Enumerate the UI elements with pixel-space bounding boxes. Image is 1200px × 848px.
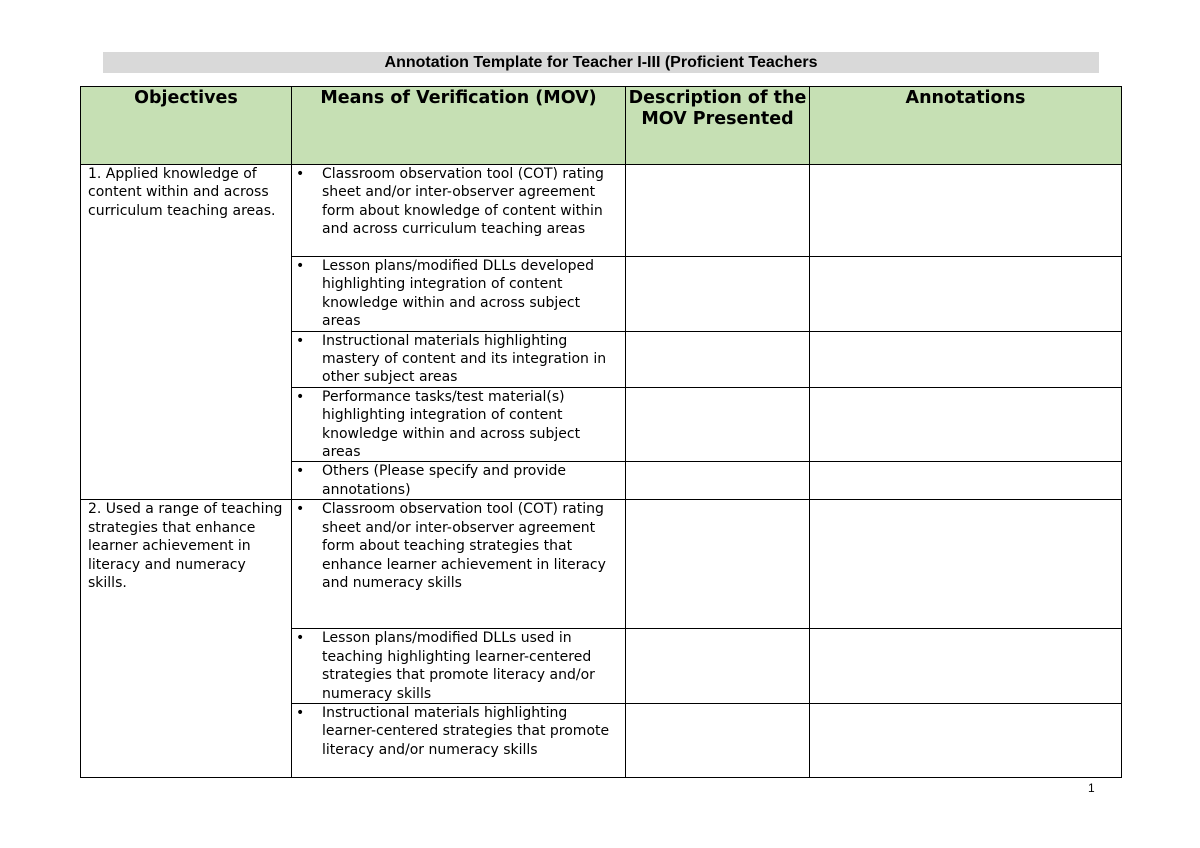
mov-text: Instructional materials highlighting mastery of content and its integration in other subject areas — [322, 332, 607, 386]
annotation-cell[interactable] — [810, 257, 1122, 332]
description-cell[interactable] — [626, 257, 810, 332]
mov-cell — [292, 165, 626, 257]
description-cell[interactable] — [626, 629, 810, 704]
annotation-cell[interactable] — [810, 165, 1122, 257]
mov-text: Performance tasks/test material(s) highlighting integration of content knowledge within and across subject areas — [322, 388, 581, 461]
description-cell[interactable] — [626, 165, 810, 257]
page-number: 1 — [1088, 781, 1095, 795]
bullet-icon: • — [296, 388, 305, 405]
mov-text: Others (Please specify and provide annotations) — [322, 463, 567, 498]
mov-cell — [292, 387, 626, 462]
annotation-cell[interactable] — [810, 462, 1122, 500]
annotation-cell[interactable] — [810, 629, 1122, 704]
bullet-icon: • — [296, 501, 305, 518]
bullet-icon: • — [296, 258, 305, 274]
mov-cell — [292, 703, 626, 777]
annotation-table — [80, 86, 1122, 778]
bullet-icon: • — [296, 166, 305, 182]
description-cell[interactable] — [626, 331, 810, 387]
objective-text: 1. Applied knowledge of content within and across curriculum teaching areas. — [88, 166, 276, 219]
header-annotations: Annotations — [810, 87, 1122, 165]
description-cell[interactable] — [626, 500, 810, 629]
mov-cell — [292, 500, 626, 629]
objective-text: 2. Used a range of teaching strategies that enhance learner achievement in literacy and numeracy skills. — [88, 501, 283, 591]
mov-text: Lesson plans/modified DLLs used in teaching highlighting learner-centered strategies that promote literacy and/or numeracy skills — [322, 630, 595, 702]
header-mov: Means of Verification (MOV) — [292, 87, 626, 165]
mov-text: Classroom observation tool (COT) rating sheet and/or inter-observer agreement form about teaching strategies that enhance learner achievement in literacy and numeracy skills — [322, 501, 606, 591]
mov-cell — [292, 462, 626, 500]
mov-text: Lesson plans/modified DLLs developed highlighting integration of content knowledge within and across subject areas — [322, 258, 594, 330]
bullet-icon: • — [296, 332, 305, 349]
description-cell[interactable] — [626, 462, 810, 500]
annotation-cell[interactable] — [810, 500, 1122, 629]
description-cell[interactable] — [626, 703, 810, 777]
objective-2-cell — [81, 500, 292, 778]
mov-cell — [292, 257, 626, 332]
annotation-cell[interactable] — [810, 387, 1122, 462]
bullet-icon: • — [296, 704, 305, 721]
mov-cell — [292, 331, 626, 387]
mov-cell — [292, 629, 626, 704]
description-cell[interactable] — [626, 387, 810, 462]
table-row — [81, 500, 1122, 629]
annotation-cell[interactable] — [810, 331, 1122, 387]
annotation-cell[interactable] — [810, 703, 1122, 777]
header-objectives: Objectives — [81, 87, 292, 165]
header-description: Description of the MOV Presented — [626, 87, 810, 165]
table-row — [81, 165, 1122, 257]
mov-text: Instructional materials highlighting learner-centered strategies that promote literacy and/or numeracy skills — [322, 704, 610, 758]
mov-text: Classroom observation tool (COT) rating sheet and/or inter-observer agreement form about knowledge of content within and across curriculum teaching areas — [322, 166, 604, 238]
bullet-icon: • — [296, 463, 305, 480]
bullet-icon: • — [296, 630, 305, 647]
document-title: Annotation Template for Teacher I-III (Proficient Teachers — [103, 52, 1099, 73]
table-header-row — [81, 87, 1122, 165]
objective-1-cell — [81, 165, 292, 500]
